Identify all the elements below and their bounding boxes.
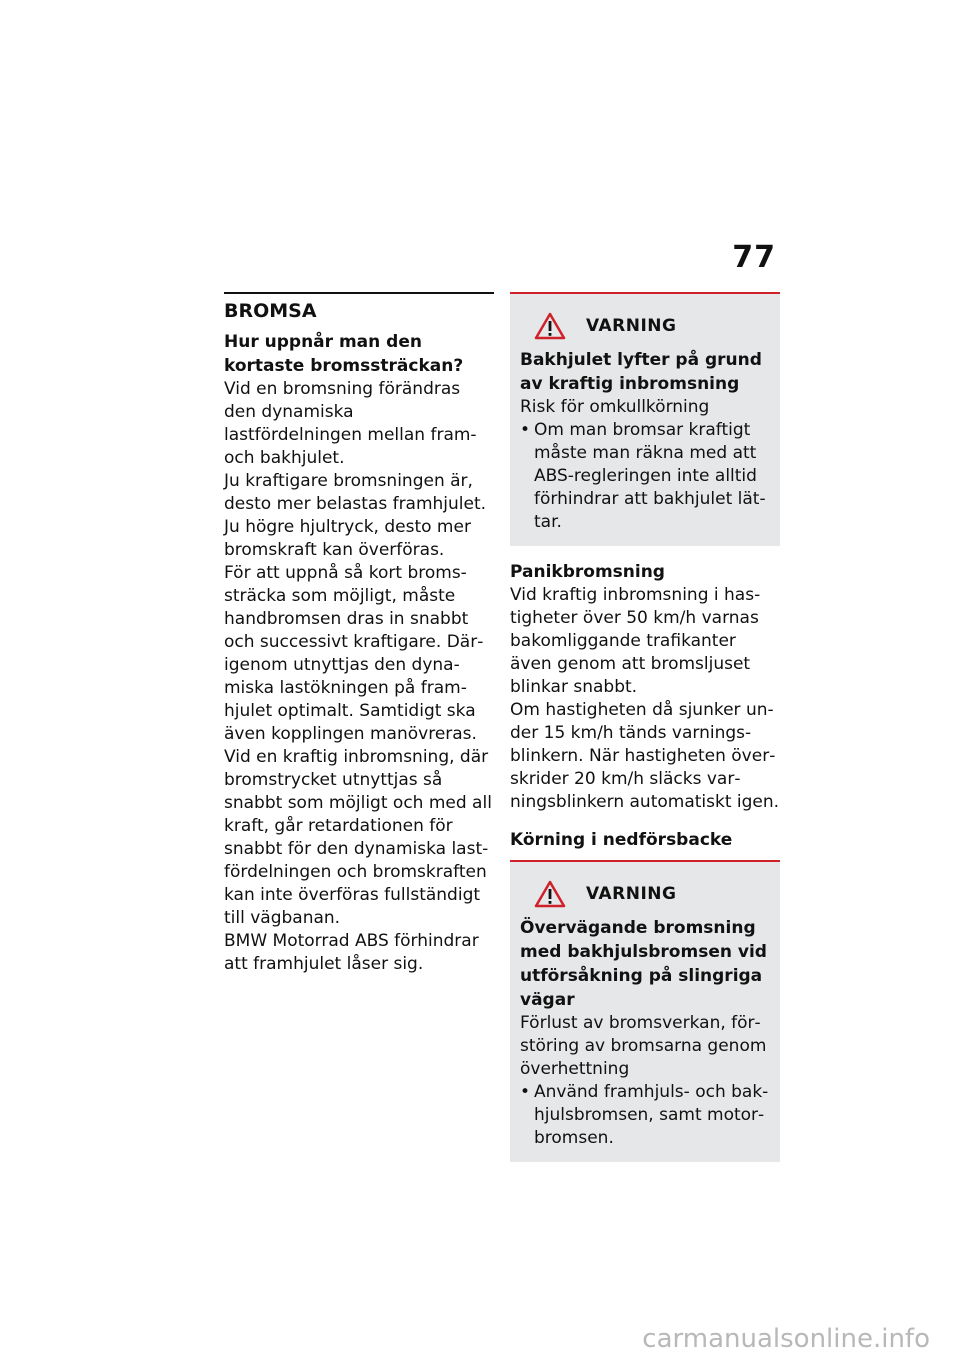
page-number: 77: [732, 240, 776, 275]
warning-risk: Förlust av bromsverkan, förstöring av bromsarna genom överhettning: [520, 1013, 767, 1079]
subheading: Panikbromsning: [510, 562, 665, 582]
left-column: [224, 292, 494, 976]
subheading: Hur uppnår man den kortaste bromssträckan?: [224, 332, 464, 376]
warning-box: [510, 860, 780, 1162]
section-title: BROMSA: [224, 300, 317, 322]
bullet-icon: •: [520, 1082, 531, 1102]
warning-risk: Risk för omkullkörning: [520, 397, 710, 417]
warning-bullet: [520, 1081, 770, 1150]
paragraph: Ju kraftigare bromsningen är, desto mer belastas framhjulet.: [224, 471, 487, 514]
warning-label: VARNING: [586, 316, 677, 336]
paragraph: Vid en bromsning förändras den dynamiska lastfördelningen mellan fram- och bakhjulet.: [224, 379, 477, 468]
paragraph: Ju högre hjultryck, desto mer bromskraft kan överföras.: [224, 517, 471, 560]
warning-bullet: [520, 419, 770, 534]
bullet-icon: •: [520, 420, 531, 440]
warning-box: [510, 292, 780, 546]
paragraph: Vid en kraftig inbromsning, där bromstrycket utnyttjas så snabbt som möjligt och med all kraft, går retardationen för snabbt för den dynamiska lastfördelningen och bromskraften kan inte överföras fullständigt till vägbanan.: [224, 747, 492, 928]
right-column: [510, 292, 780, 1162]
warning-title: Bakhjulet lyfter på grund av kraftig inbromsning: [520, 350, 762, 394]
subheading: Körning i nedförsbacke: [510, 830, 733, 850]
warning-header: [520, 312, 770, 340]
warning-triangle-icon: [534, 312, 566, 340]
warning-title: Övervägande bromsning med bakhjulsbromsen vid utförsåkning på slingriga vägar: [520, 918, 767, 1010]
warning-header: [520, 880, 770, 908]
bullet-text: Om man bromsar kraftigt måste man räkna med att ABS-regleringen inte alltid förhindrar att bakhjulet lättar.: [534, 420, 766, 532]
warning-label: VARNING: [586, 884, 677, 904]
paragraph: Om hastigheten då sjunker under 15 km/h tänds varningsblinkern. När hastigheten överskrider 20 km/h släcks varningsblinkern automatiskt igen.: [510, 700, 780, 812]
bullet-text: Använd framhjuls- och bakhjulsbromsen, samt motorbromsen.: [534, 1082, 769, 1148]
paragraph: För att uppnå så kort bromssträcka som möjligt, måste handbromsen dras in snabbt och successivt kraftigare. Därigenom utnyttjas den dynamiska lastökningen på framhjulet optimalt. Samtidigt ska även kopplingen manövreras.: [224, 563, 484, 744]
warning-triangle-icon: [534, 880, 566, 908]
watermark: carmanualsonline.info: [642, 1324, 930, 1354]
paragraph: Vid kraftig inbromsning i hastigheter över 50 km/h varnas bakomliggande trafikanter även genom att bromsljuset blinkar snabbt.: [510, 585, 761, 697]
paragraph: BMW Motorrad ABS förhindrar att framhjulet låser sig.: [224, 931, 479, 974]
section-rule: [224, 292, 494, 294]
